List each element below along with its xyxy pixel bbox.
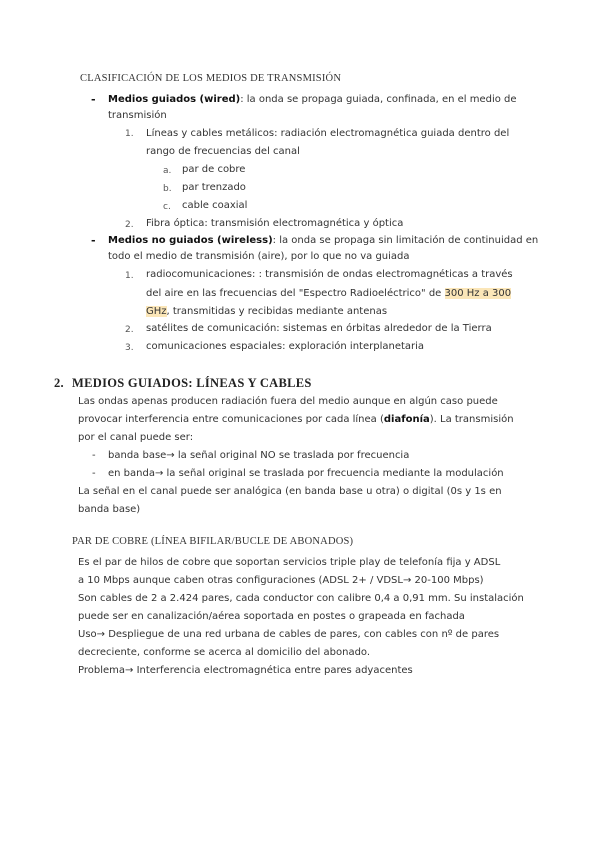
section-number: 2.	[54, 376, 64, 390]
copper-line: Problema→ Interferencia electromagnética entre pares adyacentes	[78, 665, 413, 676]
guided-text-cont: transmisión	[108, 110, 167, 121]
copper-line: a 10 Mbps aunque caben otras configuraciones (ADSL 2+ / VDSL→ 20-100 Mbps)	[78, 575, 484, 586]
list-number: 1.	[125, 271, 134, 281]
list-number: 3.	[125, 343, 134, 353]
frequency-highlight: 300 Hz a 300	[444, 288, 512, 299]
sub-marker: c.	[163, 202, 171, 212]
list-number: 2.	[125, 325, 134, 335]
sub-marker: a.	[163, 166, 172, 176]
paragraph-line: La señal en el canal puede ser analógica (en banda base u otra) o digital (0s y 1s en	[78, 486, 502, 497]
unguided-title: Medios no guiados (wireless)	[108, 235, 273, 246]
bullet-baseband: banda base→ la señal original NO se traslada por frecuencia	[108, 450, 410, 461]
bullet-marker: -	[91, 93, 96, 106]
paragraph-line: Las ondas apenas producen radiación fuera del medio aunque en algún caso puede	[78, 396, 498, 407]
unguided-item-1: radiocomunicaciones: : transmisión de ondas electromagnéticas a través	[146, 269, 513, 280]
unguided-item-1-tail: , transmitidas y recibidas mediante antenas	[166, 306, 388, 317]
section-heading-guided-media: MEDIOS GUIADOS: LÍNEAS Y CABLES	[72, 376, 312, 390]
paragraph-text: ). La transmisión	[429, 414, 514, 425]
section-heading-copper-pair: PAR DE COBRE (LÍNEA BIFILAR/BUCLE DE ABONADOS)	[72, 536, 354, 547]
guided-subitem-c: cable coaxial	[182, 200, 248, 211]
section-heading-classification: CLASIFICACIÓN DE LOS MEDIOS DE TRANSMISIÓN	[80, 73, 342, 84]
unguided-item-1-cont	[146, 287, 511, 301]
copper-line: Uso→ Despliegue de una red urbana de cables de pares, con cables con nº de pares	[78, 629, 500, 640]
guided-title: Medios guiados (wired)	[108, 94, 241, 105]
diafonia-term: diafonía	[383, 414, 430, 425]
paragraph-text: provocar interferencia entre comunicaciones por cada línea (	[78, 414, 384, 425]
copper-line: Son cables de 2 a 2.424 pares, cada conductor con calibre 0,4 a 0,91 mm. Su instalación	[78, 593, 524, 604]
copper-line: decreciente, conforme se acerca al domicilio del abonado.	[78, 647, 371, 658]
paragraph-line: por el canal puede ser:	[78, 432, 194, 443]
unguided-item-3: comunicaciones espaciales: exploración interplanetaria	[146, 341, 425, 352]
unguided-text-cont: todo el medio de transmisión (aire), por lo que no va guiada	[108, 251, 410, 262]
frequency-highlight-unit: GHz	[146, 306, 167, 317]
sub-marker: b.	[163, 184, 172, 194]
unguided-intro-line	[108, 234, 538, 248]
unguided-item-1-cont2	[146, 305, 387, 319]
list-number: 2.	[125, 220, 134, 230]
guided-text: : la onda se propaga guiada, confinada, en el medio de	[240, 94, 517, 105]
guided-intro-line	[108, 93, 517, 107]
bullet-marker: -	[92, 450, 96, 461]
copper-line: puede ser en canalización/aérea soportada en postes o grapeada en fachada	[78, 611, 465, 622]
paragraph-line: banda base)	[78, 504, 141, 515]
guided-item-1-cont: rango de frecuencias del canal	[146, 146, 300, 157]
guided-item-1: Líneas y cables metálicos: radiación electromagnética guiada dentro del	[146, 128, 510, 139]
bullet-marker: -	[92, 468, 96, 479]
bullet-marker: -	[91, 234, 96, 247]
guided-subitem-b: par trenzado	[182, 182, 246, 193]
list-number: 1.	[125, 129, 134, 139]
copper-line: Es el par de hilos de cobre que soportan servicios triple play de telefonía fija y ADSL	[78, 557, 501, 568]
paragraph-line	[78, 413, 514, 427]
guided-subitem-a: par de cobre	[182, 164, 246, 175]
unguided-text: : la onda se propaga sin limitación de continuidad en	[272, 235, 539, 246]
guided-item-2: Fibra óptica: transmisión electromagnética y óptica	[146, 218, 404, 229]
bullet-inband: en banda→ la señal original se traslada por frecuencia mediante la modulación	[108, 468, 504, 479]
unguided-item-1-text: del aire en las frecuencias del "Espectro Radioeléctrico" de	[146, 288, 445, 299]
unguided-item-2: satélites de comunicación: sistemas en órbitas alrededor de la Tierra	[146, 323, 492, 334]
